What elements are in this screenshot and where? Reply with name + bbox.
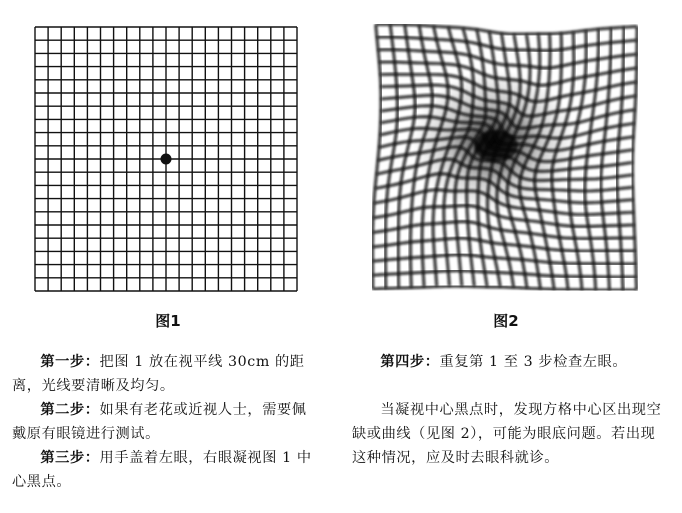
distorted-line-horizontal (373, 255, 636, 264)
step-3-text: 用手盖着左眼，右眼凝视图 1 中心黑点。 (12, 450, 312, 490)
step-1-paragraph (12, 350, 318, 398)
amsler-grid-distorted (372, 24, 638, 291)
step-2-paragraph (12, 398, 318, 446)
central-dark-spot (474, 130, 518, 162)
distorted-line-vertical (373, 25, 382, 289)
step-4-text: 重复第 1 至 3 步检查左眼。 (439, 354, 628, 370)
step-1-label: 第一步： (40, 354, 100, 370)
step-3-paragraph (12, 446, 318, 494)
step-4-label: 第四步： (380, 354, 440, 370)
step-2-text: 如果有老花或近视人士，需要佩戴原有眼镜进行测试。 (12, 402, 307, 442)
step-3-label: 第三步： (40, 450, 100, 466)
step-4-paragraph (352, 350, 664, 374)
figure-2-caption: 图2 (493, 312, 519, 330)
center-dot (161, 154, 172, 165)
note-text: 当凝视中心黑点时，发现方格中心区出现空缺或曲线（见图 2），可能为眼底问题。若出现这种情况，应及时去眼科就诊。 (352, 402, 662, 466)
step-2-label: 第二步： (40, 402, 100, 418)
step-1-text: 把图 1 放在视平线 30cm 的距离，光线要清晰及均匀。 (12, 354, 305, 394)
amsler-grid-normal (34, 26, 298, 292)
note-paragraph (352, 398, 664, 470)
figure-1-caption: 图1 (155, 312, 181, 330)
